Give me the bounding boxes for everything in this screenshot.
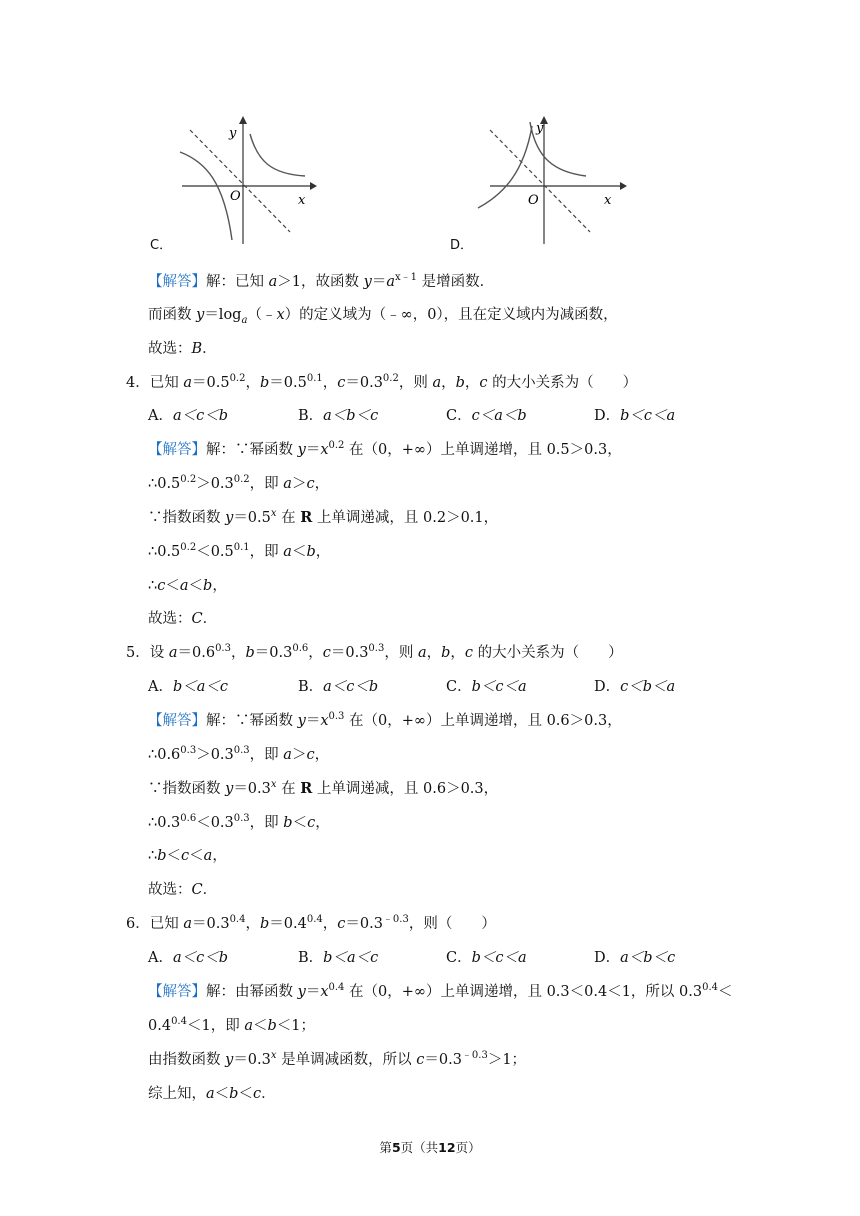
- q4-answer-line1: 【解答】解：∵幂函数 $y=x^{0.2}$ 在（0，+∞）上单调递增，且 0.5＞0.3，: [148, 440, 622, 458]
- option-b: B．b＜a＜c: [298, 950, 379, 966]
- q5-answer-line3: ∵指数函数 $y=0.3^x$ 在 R 上单调递减，且 0.6＞0.3，: [148, 779, 499, 797]
- option-c: C．c＜a＜b: [446, 408, 527, 424]
- answer-tag: 【解答】: [148, 984, 206, 1000]
- origin-label: O: [230, 189, 241, 204]
- option-b: B．a＜b＜c: [298, 408, 379, 424]
- option-d: D．c＜b＜a: [594, 679, 676, 695]
- axis-y-label: y: [229, 126, 237, 141]
- q5-answer-line2: $\therefore 0.6^{0.3}>0.3^{0.3}$，即 a＞c，: [148, 745, 330, 763]
- option-a: A．b＜a＜c: [148, 679, 229, 695]
- page-total: 12: [438, 1140, 456, 1155]
- q4-answer-line5: ∴c＜a＜b，: [148, 578, 227, 594]
- page-number: 5: [391, 1140, 401, 1155]
- q3-answer-line1: 【解答】解：已知 a＞1，故函数 $y=a^{x﹣1}$ 是增函数．: [148, 272, 495, 290]
- axis-x-label: x: [604, 193, 612, 208]
- answer-tag: 【解答】: [148, 713, 206, 729]
- q4-answer-line4: $\therefore 0.5^{0.2}<0.5^{0.1}$，即 a＜b，: [148, 542, 331, 560]
- q3-answer-line3: 故选：B．: [148, 341, 217, 357]
- axis-x-label: x: [298, 193, 306, 208]
- q4-answer-line2: $\therefore 0.5^{0.2}>0.3^{0.2}$，即 a＞c，: [148, 474, 330, 492]
- page-footer: 第5页（共12页）: [379, 1140, 481, 1155]
- q6-answer-line4: 综上知，a＜b＜c．: [148, 1086, 276, 1102]
- q4-stem: 4．已知 $a=0.5^{0.2}$，$b=0.5^{0.1}$，$c=0.3^{0.2}$，则 a，b，c 的大小关系为（ ）: [126, 373, 638, 391]
- graph-figure-c: [172, 112, 322, 247]
- q5-stem: 5．设 $a=0.6^{0.3}$，$b=0.3^{0.6}$，$c=0.3^{0.3}$，则 a，b，c 的大小关系为（ ）: [126, 643, 623, 661]
- q6-answer-line2: $0.4^{0.4}<1$，即 a＜b＜1；: [148, 1016, 315, 1034]
- option-a: A．a＜c＜b: [148, 950, 229, 966]
- q3-answer-line2: 而函数 $y=\log_a(﹣x)$的定义域为（﹣∞，0），且在定义域内为减函数，: [148, 307, 618, 326]
- figure-c-label: C．: [150, 238, 173, 253]
- q5-answer-line4: $\therefore 0.3^{0.6}<0.3^{0.3}$，即 b＜c，: [148, 813, 330, 831]
- q4-answer-line6: 故选：C．: [148, 611, 218, 627]
- option-c: C．b＜c＜a: [446, 950, 527, 966]
- option-d: D．b＜c＜a: [594, 408, 676, 424]
- graph-figure-d: [474, 112, 630, 247]
- origin-label: O: [528, 193, 539, 208]
- q5-answer-line5: ∴b＜c＜a，: [148, 848, 227, 864]
- q6-stem: 6．已知 $a=0.3^{0.4}$，$b=0.4^{0.4}$，$c=0.3^{﹣0.3}$，则（ ）: [126, 914, 496, 932]
- q5-answer-line1: 【解答】解：∵幂函数 $y=x^{0.3}$ 在（0，+∞）上单调递增，且 0.6＞0.3，: [148, 711, 622, 729]
- option-d: D．a＜b＜c: [594, 950, 676, 966]
- option-a: A．a＜c＜b: [148, 408, 229, 424]
- answer-tag: 【解答】: [148, 442, 206, 458]
- q5-answer-line6: 故选：C．: [148, 882, 218, 898]
- q6-answer-line1: 【解答】解：由幂函数 $y=x^{0.4}$ 在（0，+∞）上单调递增，且 0.3＜0.4＜1，所以 $0.3^{0.4}<$: [148, 982, 733, 1000]
- option-b: B．a＜c＜b: [298, 679, 379, 695]
- option-c: C．b＜c＜a: [446, 679, 527, 695]
- answer-tag: 【解答】: [148, 274, 206, 290]
- axis-y-label: y: [536, 121, 544, 136]
- q4-answer-line3: ∵指数函数 $y=0.5^x$ 在 R 上单调递减，且 0.2＞0.1，: [148, 508, 499, 526]
- q6-answer-line3: 由指数函数 $y=0.3^x$ 是单调减函数，所以 $c=0.3^{﹣0.3}>1$；: [148, 1050, 527, 1068]
- figure-d-label: D．: [450, 238, 474, 253]
